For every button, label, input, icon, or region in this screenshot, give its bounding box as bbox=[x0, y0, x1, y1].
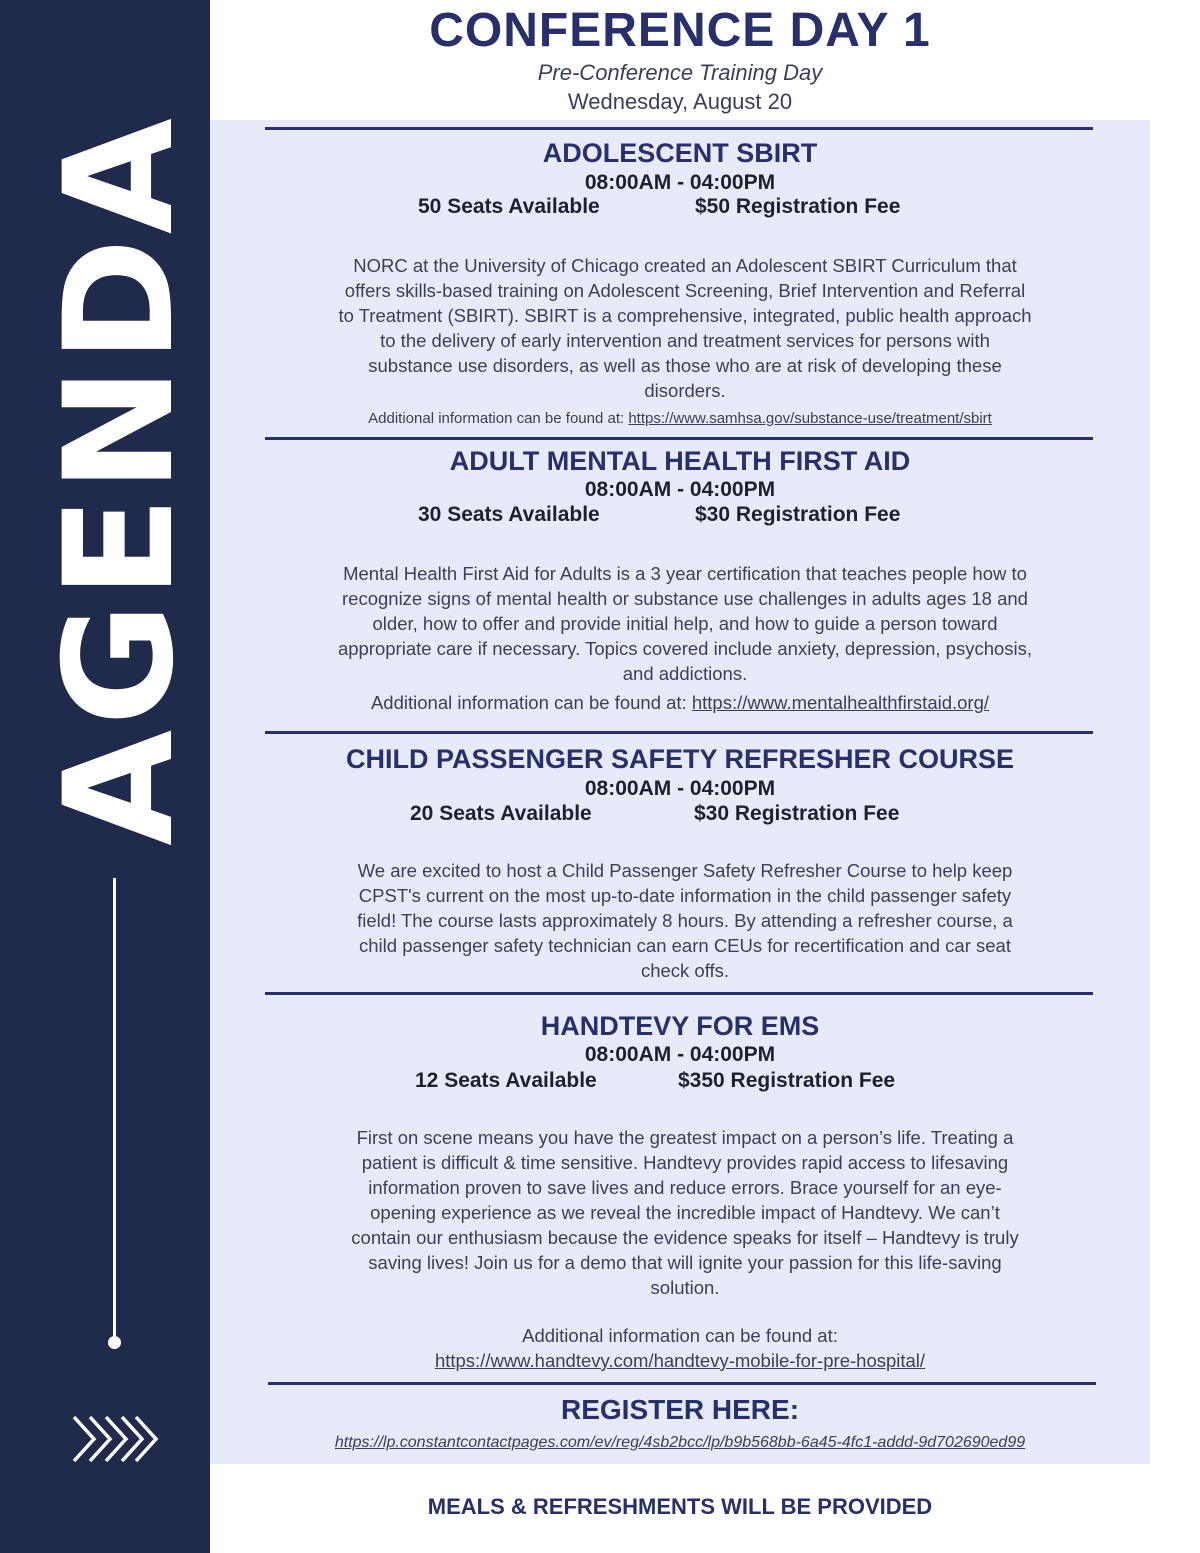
session-time: 08:00AM - 04:00PM bbox=[584, 478, 776, 501]
register-title: REGISTER HERE: bbox=[560, 1394, 800, 1425]
info-link[interactable]: https://www.handtevy.com/handtevy-mobile-for-pre-hospital/ bbox=[434, 1350, 926, 1371]
session-seats: 50 Seats Available bbox=[418, 195, 600, 218]
description-line: check offs. bbox=[640, 960, 730, 981]
section-divider bbox=[265, 437, 1093, 440]
session-fee: $30 Registration Fee bbox=[695, 503, 901, 526]
chevron-right-icon bbox=[70, 1413, 160, 1465]
session-info bbox=[210, 692, 1150, 714]
page-header bbox=[210, 0, 1150, 120]
description-line: field! The course lasts approximately 8 hours. By attending a refresher course, a bbox=[357, 910, 1013, 931]
description-line: and addictions. bbox=[622, 663, 748, 684]
session-info-label: Additional information can be found at: bbox=[522, 1325, 838, 1346]
sidebar-divider-line bbox=[113, 878, 116, 1338]
description-line: offers skills-based training on Adolescent Screening, Brief Intervention and Referral bbox=[344, 280, 1026, 301]
session-info bbox=[210, 410, 1150, 427]
description-line: to Treatment (SBIRT). SBIRT is a comprehensive, integrated, public health approach bbox=[338, 305, 1032, 326]
session-fee: $30 Registration Fee bbox=[694, 802, 900, 825]
register-link[interactable]: https://lp.constantcontactpages.com/ev/reg/4sb2bcc/lp/b9b568bb-6a45-4fc1-addd-9d702690ed99 bbox=[334, 1434, 1026, 1451]
description-line: recognize signs of mental health or substance use challenges in adults ages 18 and bbox=[342, 588, 1028, 609]
session-fee: $50 Registration Fee bbox=[695, 195, 901, 218]
sidebar-divider-dot bbox=[108, 1336, 121, 1349]
page-title: CONFERENCE DAY 1 bbox=[429, 4, 931, 57]
description-line: We are excited to host a Child Passenger Safety Refresher Course to help keep bbox=[357, 860, 1013, 881]
description-line: child passenger safety technician can earn CEUs for recertification and car seat bbox=[359, 935, 1011, 956]
description-line: saving lives! Join us for a demo that will ignite your passion for this life-saving bbox=[368, 1252, 1002, 1273]
info-link[interactable]: https://www.mentalhealthfirstaid.org/ bbox=[691, 692, 990, 713]
description-line: Mental Health First Aid for Adults is a 3 year certification that teaches people how to bbox=[343, 563, 1027, 584]
session-seats: 12 Seats Available bbox=[415, 1069, 597, 1092]
session-title: ADULT MENTAL HEALTH FIRST AID bbox=[449, 446, 911, 476]
session-time: 08:00AM - 04:00PM bbox=[584, 171, 776, 194]
session-title: ADOLESCENT SBIRT bbox=[542, 138, 818, 168]
description-line: to the delivery of early intervention and treatment services for persons with bbox=[380, 330, 990, 351]
info-label: Additional information can be found at: bbox=[370, 692, 687, 713]
description-line: information proven to save lives and reduce errors. Brace yourself for an eye- bbox=[368, 1177, 1002, 1198]
section-divider bbox=[268, 1382, 1096, 1385]
description-line: opening experience as we reveal the incredible impact of Handtevy. We can’t bbox=[370, 1202, 1000, 1223]
session-seats: 30 Seats Available bbox=[418, 503, 600, 526]
sidebar bbox=[0, 0, 210, 1553]
session-title: CHILD PASSENGER SAFETY REFRESHER COURSE bbox=[345, 744, 1015, 774]
description-line: older, how to offer and provide initial help, and how to guide a person toward bbox=[372, 613, 998, 634]
description-line: solution. bbox=[650, 1277, 720, 1298]
info-link[interactable]: https://www.samhsa.gov/substance-use/treatment/sbirt bbox=[628, 410, 992, 427]
description-line: appropriate care if necessary. Topics covered include anxiety, depression, psychosis, bbox=[337, 638, 1033, 659]
description-line: patient is difficult & time sensitive. Handtevy provides rapid access to lifesaving bbox=[361, 1152, 1009, 1173]
session-description bbox=[265, 858, 1105, 983]
event-date: Wednesday, August 20 bbox=[567, 89, 793, 114]
section-divider bbox=[265, 731, 1093, 734]
description-line: disorders. bbox=[644, 380, 726, 401]
info-label: Additional information can be found at: bbox=[368, 410, 625, 427]
description-line: CPST's current on the most up-to-date information in the child passenger safety bbox=[358, 885, 1012, 906]
session-time: 08:00AM - 04:00PM bbox=[584, 1043, 776, 1066]
description-line: First on scene means you have the greatest impact on a person’s life. Treating a bbox=[356, 1127, 1014, 1148]
page-subtitle: Pre-Conference Training Day bbox=[537, 60, 823, 85]
session-seats: 20 Seats Available bbox=[410, 802, 592, 825]
section-divider bbox=[265, 127, 1093, 130]
session-description bbox=[265, 561, 1105, 686]
agenda-vertical-title: AGENDA bbox=[33, 114, 207, 846]
description-line: NORC at the University of Chicago created an Adolescent SBIRT Curriculum that bbox=[353, 255, 1017, 276]
footer-note: MEALS & REFRESHMENTS WILL BE PROVIDED bbox=[427, 1494, 933, 1519]
description-line: substance use disorders, as well as those who are at risk of developing these bbox=[368, 355, 1002, 376]
description-line: contain our enthusiasm because the evidence speaks for itself – Handtevy is truly bbox=[351, 1227, 1019, 1248]
session-title: HANDTEVY FOR EMS bbox=[540, 1011, 820, 1041]
section-divider bbox=[265, 992, 1093, 995]
session-fee: $350 Registration Fee bbox=[678, 1069, 896, 1092]
session-time: 08:00AM - 04:00PM bbox=[584, 777, 776, 800]
session-description bbox=[265, 253, 1105, 403]
session-description bbox=[265, 1125, 1105, 1300]
